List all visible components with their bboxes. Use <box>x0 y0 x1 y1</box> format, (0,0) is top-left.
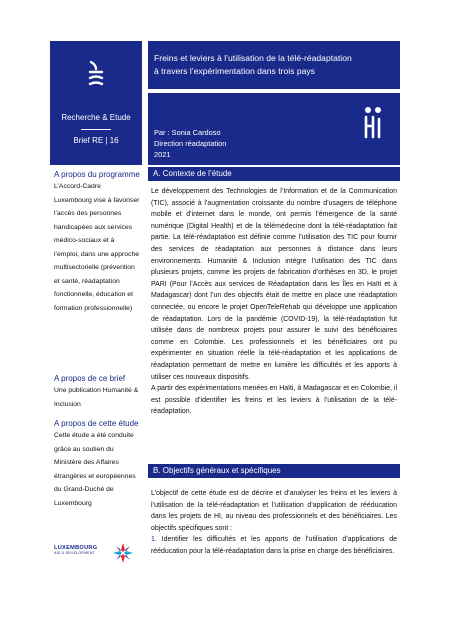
study-heading: A propos de cette étude <box>54 419 139 428</box>
sidebar <box>50 170 142 576</box>
series-label: Recherche & Etude <box>61 113 131 122</box>
about-program <box>54 170 140 315</box>
section-a-body <box>151 186 397 418</box>
section-a-paragraph-2: A partir des expérimentations menées en Haïti, à Madagascar et en Colombie, il est possible d’identifier les freins et les leviers à l’utilisation de la télé-réadaptation. <box>151 385 397 416</box>
luxembourg-aid-logo <box>54 545 104 571</box>
funder-name: LUXEMBOURG <box>54 545 98 551</box>
title-line-2: à travers l’expérimentation dans trois pays <box>154 66 315 76</box>
section-a-heading: A. Contexte de l’étude <box>148 167 400 181</box>
objective-number: 1. <box>151 536 157 544</box>
divider <box>81 129 111 130</box>
author: Par : Sonia Cardoso <box>154 128 221 137</box>
year: 2021 <box>154 150 171 159</box>
luxembourg-star-icon <box>112 542 134 564</box>
program-heading: A propos du programme <box>54 170 140 179</box>
objective-item-1 <box>151 534 397 557</box>
brief-heading: A propos de ce brief <box>54 374 126 383</box>
funder-subtitle: AID & DEVELOPMENT <box>54 551 95 555</box>
section-a-paragraph-1: Le développement des Technologies de l’Information et de la Communication (TIC), associé à l’augmentation croissante du nombre d’usagers de téléphone mobile et d’internet dans le monde, ont permis l’émergence de la santé numérique (Digital Health) et de la télémédecine dont la télé-réadaptation fait partie. La télé-réadaptation est définie comme l’utilisation des TIC pour fournir des services de réadaptation aux personnes à distance dans leurs environnements. Humanité & Inclusion intègre l’utilisation des TIC dans plusieurs projets, comme les projets de fabrication d’orthèses en 3D, le projet PARI (Pour l’Accès aux services de Réadaptation dans les Îles en Haïti et à Madagascar) dont l’un des objectifs était de mettre en place une réadaptation connectée, ou encore le projet OpenTeleRehab qui développe une application de réadaptation. Lors de la pandémie (COVID-19), la télé-réadaptation fut utilisée dans de nombreux projets pour assurer le suivi des bénéficiaires comme en Colombie. Les professionnels et les bénéficiaires ont pu expérimenter en situation réelle la télé-réadaptation et les applications de réadaptation permettant de mettre en lumière les difficultés et les apports à utiliser ces nouveaux dispositifs. <box>151 188 397 381</box>
objective-text: Identifier les difficultés et les apports de l’utilisation d’applications de rééducation pour la télé-réadaptation dans la prise en charge des bénéficiaires. <box>151 536 397 555</box>
section-b-paragraph-1: L’objectif de cette étude est de décrire et d’analyser les freins et les leviers à l’utilisation de la télé-réadaptation et l’utilisation d’application de rééducation dans les projets de HI, au niveau des professionnels et des bénéficiaires. Les objectifs spécifiques sont : <box>151 490 397 532</box>
section-b-heading: B. Objectifs généraux et spécifiques <box>148 464 400 478</box>
hi-mark-icon <box>82 59 110 87</box>
about-study <box>54 419 140 510</box>
program-text: L’Accord-Cadre Luxembourg vise à favoriser l’accès des personnes handicapées aux services médico-sociaux et à l’emploi, dans une approche multisectorielle (prévention et santé, réadaptation fonctionnelle, éducation et formation professionnelle) <box>54 183 140 312</box>
brief-text: Une publication Humanité & Inclusion <box>54 387 139 408</box>
title-line-1: Freins et leviers à l’utilisation de la télé-réadaptation <box>154 53 352 63</box>
series-banner <box>50 41 142 165</box>
document-title <box>154 52 396 78</box>
hi-logo-icon <box>358 103 388 143</box>
brief-number: Brief RE | 16 <box>73 136 119 145</box>
title-band <box>148 41 400 89</box>
department: Direction réadaptation <box>154 139 227 148</box>
section-b-body <box>151 488 397 558</box>
study-text: Cette étude a été conduite grâce au soutien du Ministère des Affaires étrangères et européennes du Grand-Duché de Luxembourg <box>54 432 136 507</box>
about-brief <box>54 374 140 411</box>
author-band <box>148 93 400 165</box>
